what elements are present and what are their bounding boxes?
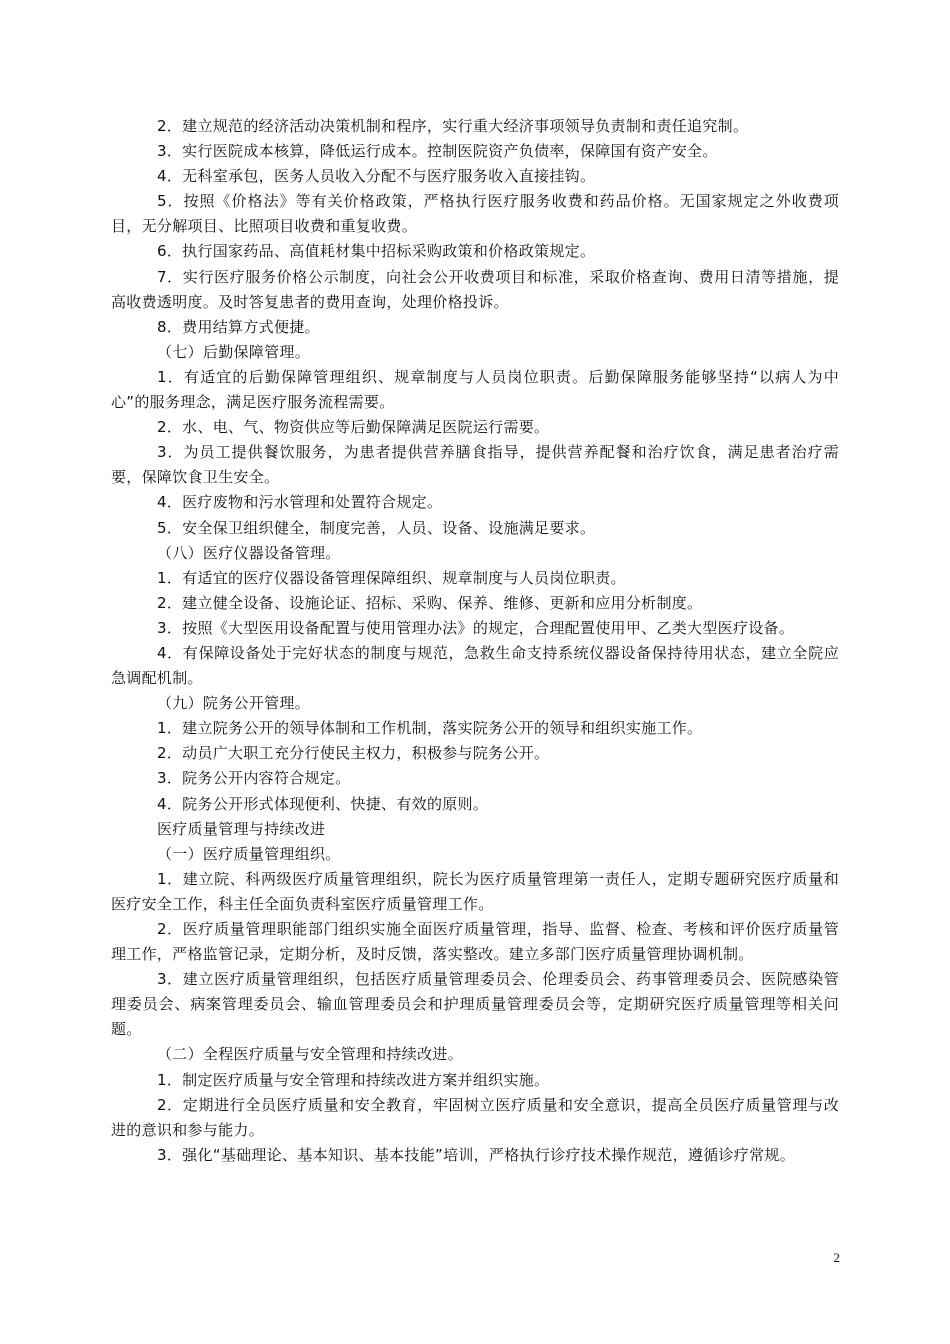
paragraph: 2．建立健全设备、设施论证、招标、采购、保养、维修、更新和应用分析制度。 [157,593,703,612]
paragraph: 3．实行医院成本核算，降低运行成本。控制医院资产负债率，保障国有资产安全。 [157,142,718,161]
paragraph: 1．建立院、科两级医疗质量管理组织，院长为医疗质量管理第一责任人，定期专题研究医疗质量和医疗安全工作，科主任全面负责科室医疗质量管理工作。 [111,869,839,913]
paragraph: 3．按照《大型医用设备配置与使用管理办法》的规定，合理配置使用甲、乙类大型医疗设备。 [157,618,795,637]
paragraph: 4．院务公开形式体现便利、快捷、有效的原则。 [157,794,489,813]
paragraph: 3．建立医疗质量管理组织，包括医疗质量管理委员会、伦理委员会、药事管理委员会、医院感染管理委员会、病案管理委员会、输血管理委员会和护理质量管理委员会等，定期研究医疗质量管理等相关问题。 [111,970,839,1039]
paragraph: 8．费用结算方式便捷。 [157,317,320,336]
paragraph: 1．有适宜的后勤保障管理组织、规章制度与人员岗位职责。后勤保障服务能够坚持“以病人为中心”的服务理念，满足医疗服务流程需要。 [111,367,839,412]
paragraph: 4．医疗废物和污水管理和处置符合规定。 [157,493,443,512]
section-heading: （九）院务公开管理。 [157,694,311,713]
paragraph: 1．制定医疗质量与安全管理和持续改进方案并组织实施。 [157,1070,550,1089]
paragraph: 4．有保障设备处于完好状态的制度与规范，急救生命支持系统仪器设备保持待用状态，建立全院应急调配机制。 [111,643,839,688]
section-heading: （七）后勤保障管理。 [157,342,311,361]
paragraph: 2．建立规范的经济活动决策机制和程序，实行重大经济事项领导负责制和责任追究制。 [157,117,749,135]
paragraph: 2．水、电、气、物资供应等后勤保障满足医院运行需要。 [157,418,550,437]
chapter-heading: 医疗质量管理与持续改进 [157,819,326,838]
paragraph: 3．强化“基础理论、基本知识、基本技能”培训，严格执行诊疗技术操作规范，遵循诊疗常规。 [157,1145,795,1164]
page-number: 2 [833,1250,840,1265]
section-heading: （八）医疗仪器设备管理。 [157,543,341,562]
document-body [111,114,839,1168]
paragraph: 4．无科室承包，医务人员收入分配不与医疗服务收入直接挂钩。 [157,167,596,186]
paragraph: 1．有适宜的医疗仪器设备管理保障组织、规章制度与人员岗位职责。 [157,568,626,587]
paragraph: 2．动员广大职工充分行使民主权力，积极参与院务公开。 [157,744,550,763]
paragraph: 2．定期进行全员医疗质量和安全教育，牢固树立医疗质量和安全意识，提高全员医疗质量管理与改进的意识和参与能力。 [111,1095,839,1139]
section-heading: （一）医疗质量管理组织。 [157,844,341,863]
paragraph: 7．实行医疗服务价格公示制度，向社会公开收费项目和标准，采取价格查询、费用日清等措施，提高收费透明度。及时答复患者的费用查询，处理价格投诉。 [111,267,839,311]
paragraph: 3．院务公开内容符合规定。 [157,769,351,788]
paragraph: 1．建立院务公开的领导体制和工作机制，落实院务公开的领导和组织实施工作。 [157,719,703,738]
paragraph: 5．安全保卫组织健全，制度完善，人员、设备、设施满足要求。 [157,518,596,537]
paragraph: 3．为员工提供餐饮服务，为患者提供营养膳食指导，提供营养配餐和治疗饮食，满足患者治疗需要，保障饮食卫生安全。 [111,443,839,487]
paragraph: 2．医疗质量管理职能部门组织实施全面医疗质量管理，指导、监督、检查、考核和评价医疗质量管理工作，严格监管记录，定期分析，及时反馈，落实整改。建立多部门医疗质量管理协调机制。 [111,920,839,964]
paragraph: 6．执行国家药品、高值耗材集中招标采购政策和价格政策规定。 [157,242,596,261]
paragraph: 5．按照《价格法》等有关价格政策，严格执行医疗服务收费和药品价格。无国家规定之外收费项目，无分解项目、比照项目收费和重复收费。 [111,192,839,236]
section-heading: （二）全程医疗质量与安全管理和持续改进。 [157,1045,464,1064]
